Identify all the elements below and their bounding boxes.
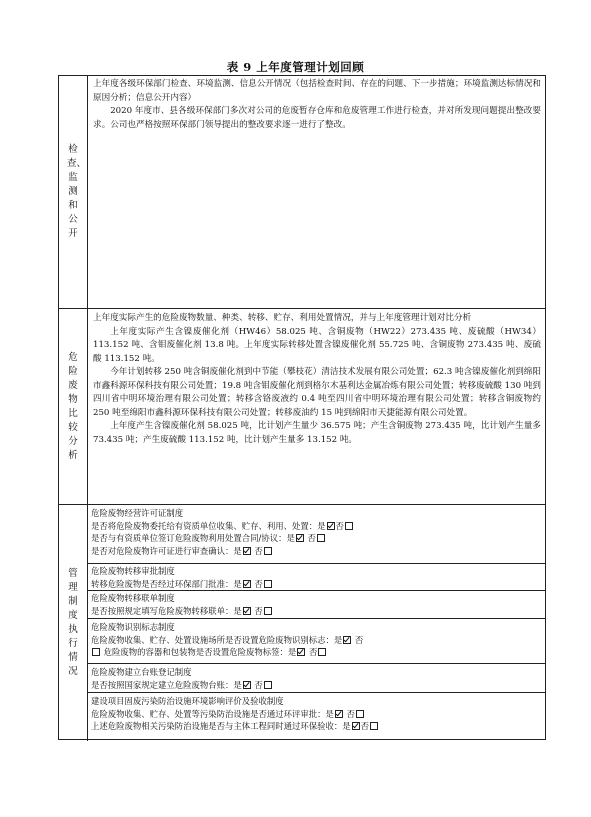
eia-acceptance-q1: 危险废物收集、贮存、处置等污染防治设施是否通过环评审批：是 否	[91, 708, 541, 721]
license-q3: 是否对危险废物许可证进行审查确认：是 否	[91, 545, 541, 558]
license-q2-yes-checkbox[interactable]	[296, 534, 304, 542]
license-q1-no-checkbox[interactable]	[345, 522, 353, 530]
eia-acceptance-q2-no-checkbox[interactable]	[370, 722, 378, 730]
analysis-label-cell	[59, 309, 88, 504]
analysis-label: 危险废物比较分析	[68, 351, 78, 461]
ledger-q1: 是否按照国家规定建立危险废物台账：是 否	[91, 679, 541, 692]
identification-mark-q2-yes-checkbox[interactable]	[297, 648, 305, 656]
transfer-approval-yes-checkbox[interactable]	[243, 580, 251, 588]
management-label-cell	[59, 505, 88, 741]
analysis-paragraph-3: 上年度产生含镍废催化剂 58.025 吨，比计划产生量少 36.575 吨；产生含铜废物 273.435 吨，比计划产生量多 73.435 吨；产生废硫酸 113.152 吨，比计划产生量多 13.152 吨。	[93, 421, 541, 445]
license-q3-yes-checkbox[interactable]	[243, 547, 251, 555]
license-title: 危险废物经营许可证制度	[91, 508, 184, 518]
ledger-no-checkbox[interactable]	[264, 681, 272, 689]
eia-acceptance-group	[88, 693, 545, 741]
table-title: 表 9 上年度管理计划回顾	[226, 60, 365, 74]
management-content	[88, 505, 545, 741]
eia-acceptance-q2-yes-checkbox[interactable]	[352, 722, 360, 730]
license-q1: 是否将危险废物委托给有资质单位收集、贮存、利用、处置：是 否	[91, 520, 541, 533]
identification-mark-group	[88, 619, 545, 664]
license-q2-no-checkbox[interactable]	[317, 534, 325, 542]
inspection-label-cell	[59, 76, 88, 308]
transfer-manifest-group	[88, 591, 545, 619]
inspection-section	[59, 76, 545, 309]
transfer-approval-group	[88, 564, 545, 591]
eia-acceptance-q1-no-checkbox[interactable]	[356, 710, 364, 718]
eia-acceptance-title: 建设项目固废污染防治设施环境影响评价及验收制度	[91, 696, 284, 706]
identification-mark-q2-no-checkbox[interactable]	[318, 648, 326, 656]
analysis-content	[88, 309, 545, 504]
identification-mark-q1-yes-checkbox[interactable]	[343, 636, 351, 644]
management-label: 管理制度执行情况	[68, 568, 78, 677]
identification-mark-title: 危险废物识别标志制度	[91, 622, 175, 632]
identification-mark-q2: 危险废物的容器和包装物是否设置危险废物标签：是 否	[91, 646, 541, 659]
inspection-content	[88, 76, 545, 308]
identification-mark-q1-no-checkbox[interactable]	[92, 648, 100, 656]
license-q1-yes-checkbox[interactable]	[327, 522, 335, 530]
ledger-title: 危险废物建立台账登记制度	[91, 667, 192, 677]
identification-mark-q1: 危险废物收集、贮存、处置设施场所是否设置危险废物识别标志：是 否	[91, 634, 364, 645]
transfer-manifest-title: 危险废物转移联单制度	[91, 593, 175, 603]
management-section	[59, 505, 545, 741]
inspection-body: 2020 年度市、县各级环保部门多次对公司的危废暂存仓库和危废管理工作进行检查，并对所发现问题提出整改要求。公司也严格按照环保部门领导提出的整改要求逐一进行了整改。	[93, 106, 541, 130]
analysis-paragraph-1: 上年度实际产生含镍废催化剂（HW46）58.025 吨、含铜废物（HW22）273.435 吨、废硫酸（HW34）113.152 吨、含钼废催化剂 13.8 吨。上年度实际转移处置含镍废催化剂 55.725 吨、含铜废物 273.435 吨、废硫酸 113.152 吨。	[93, 326, 541, 364]
license-q2: 是否与有资质单位签订危险废物利用处置合同/协议：是 否	[91, 532, 541, 545]
transfer-manifest-q1: 是否按照规定填写危险废物转移联单：是 否	[91, 605, 541, 618]
transfer-manifest-no-checkbox[interactable]	[264, 607, 272, 615]
analysis-section	[59, 309, 545, 505]
transfer-approval-q1: 转移危险废物是否经过环保部门批准：是 否	[91, 578, 541, 591]
inspection-heading: 上年度各级环保部门检查、环境监测、信息公开情况（包括检查时间、存在的问题、下一步措施；环境监测达标情况和原因分析；信息公开内容）	[93, 79, 541, 103]
license-group	[88, 505, 545, 564]
eia-acceptance-q2: 上述危险废物相关污染防治设施是否与主体工程同时通过环保验收：是 否	[91, 720, 541, 733]
transfer-manifest-yes-checkbox[interactable]	[243, 607, 251, 615]
ledger-yes-checkbox[interactable]	[243, 681, 251, 689]
transfer-approval-title: 危险废物转移审批制度	[91, 566, 175, 576]
analysis-heading: 上年度实际产生的危险废物数量、种类、转移、贮存、利用处置情况，并与上年度管理计划对比分析	[93, 313, 472, 323]
transfer-approval-no-checkbox[interactable]	[264, 580, 272, 588]
license-q3-no-checkbox[interactable]	[264, 547, 272, 555]
analysis-paragraph-2: 今年计划转移 250 吨含铜废催化剂到中节能（攀枝花）清洁技术发展有限公司处置；62.3 吨含镍废催化剂到绵阳市鑫科源环保科技有限公司处置；19.8 吨含钼废催化剂到格尔木基利达金属冶炼有限公司处置；转移废硫酸 130 吨到四川省中明环境治理有限公司处置；转移含铬废液约 0.4 吨至四川省中明环境治理有限公司处置；转移含铜废物约 250 吨至绵阳市鑫科源环保科技有限公司处置；转移废油约 15 吨到绵阳市天捷能源有限公司处置。	[93, 367, 541, 418]
ledger-group	[88, 664, 545, 693]
eia-acceptance-q1-yes-checkbox[interactable]	[335, 710, 343, 718]
inspection-label: 检查、监测和公开	[67, 144, 87, 239]
review-table	[58, 75, 546, 740]
